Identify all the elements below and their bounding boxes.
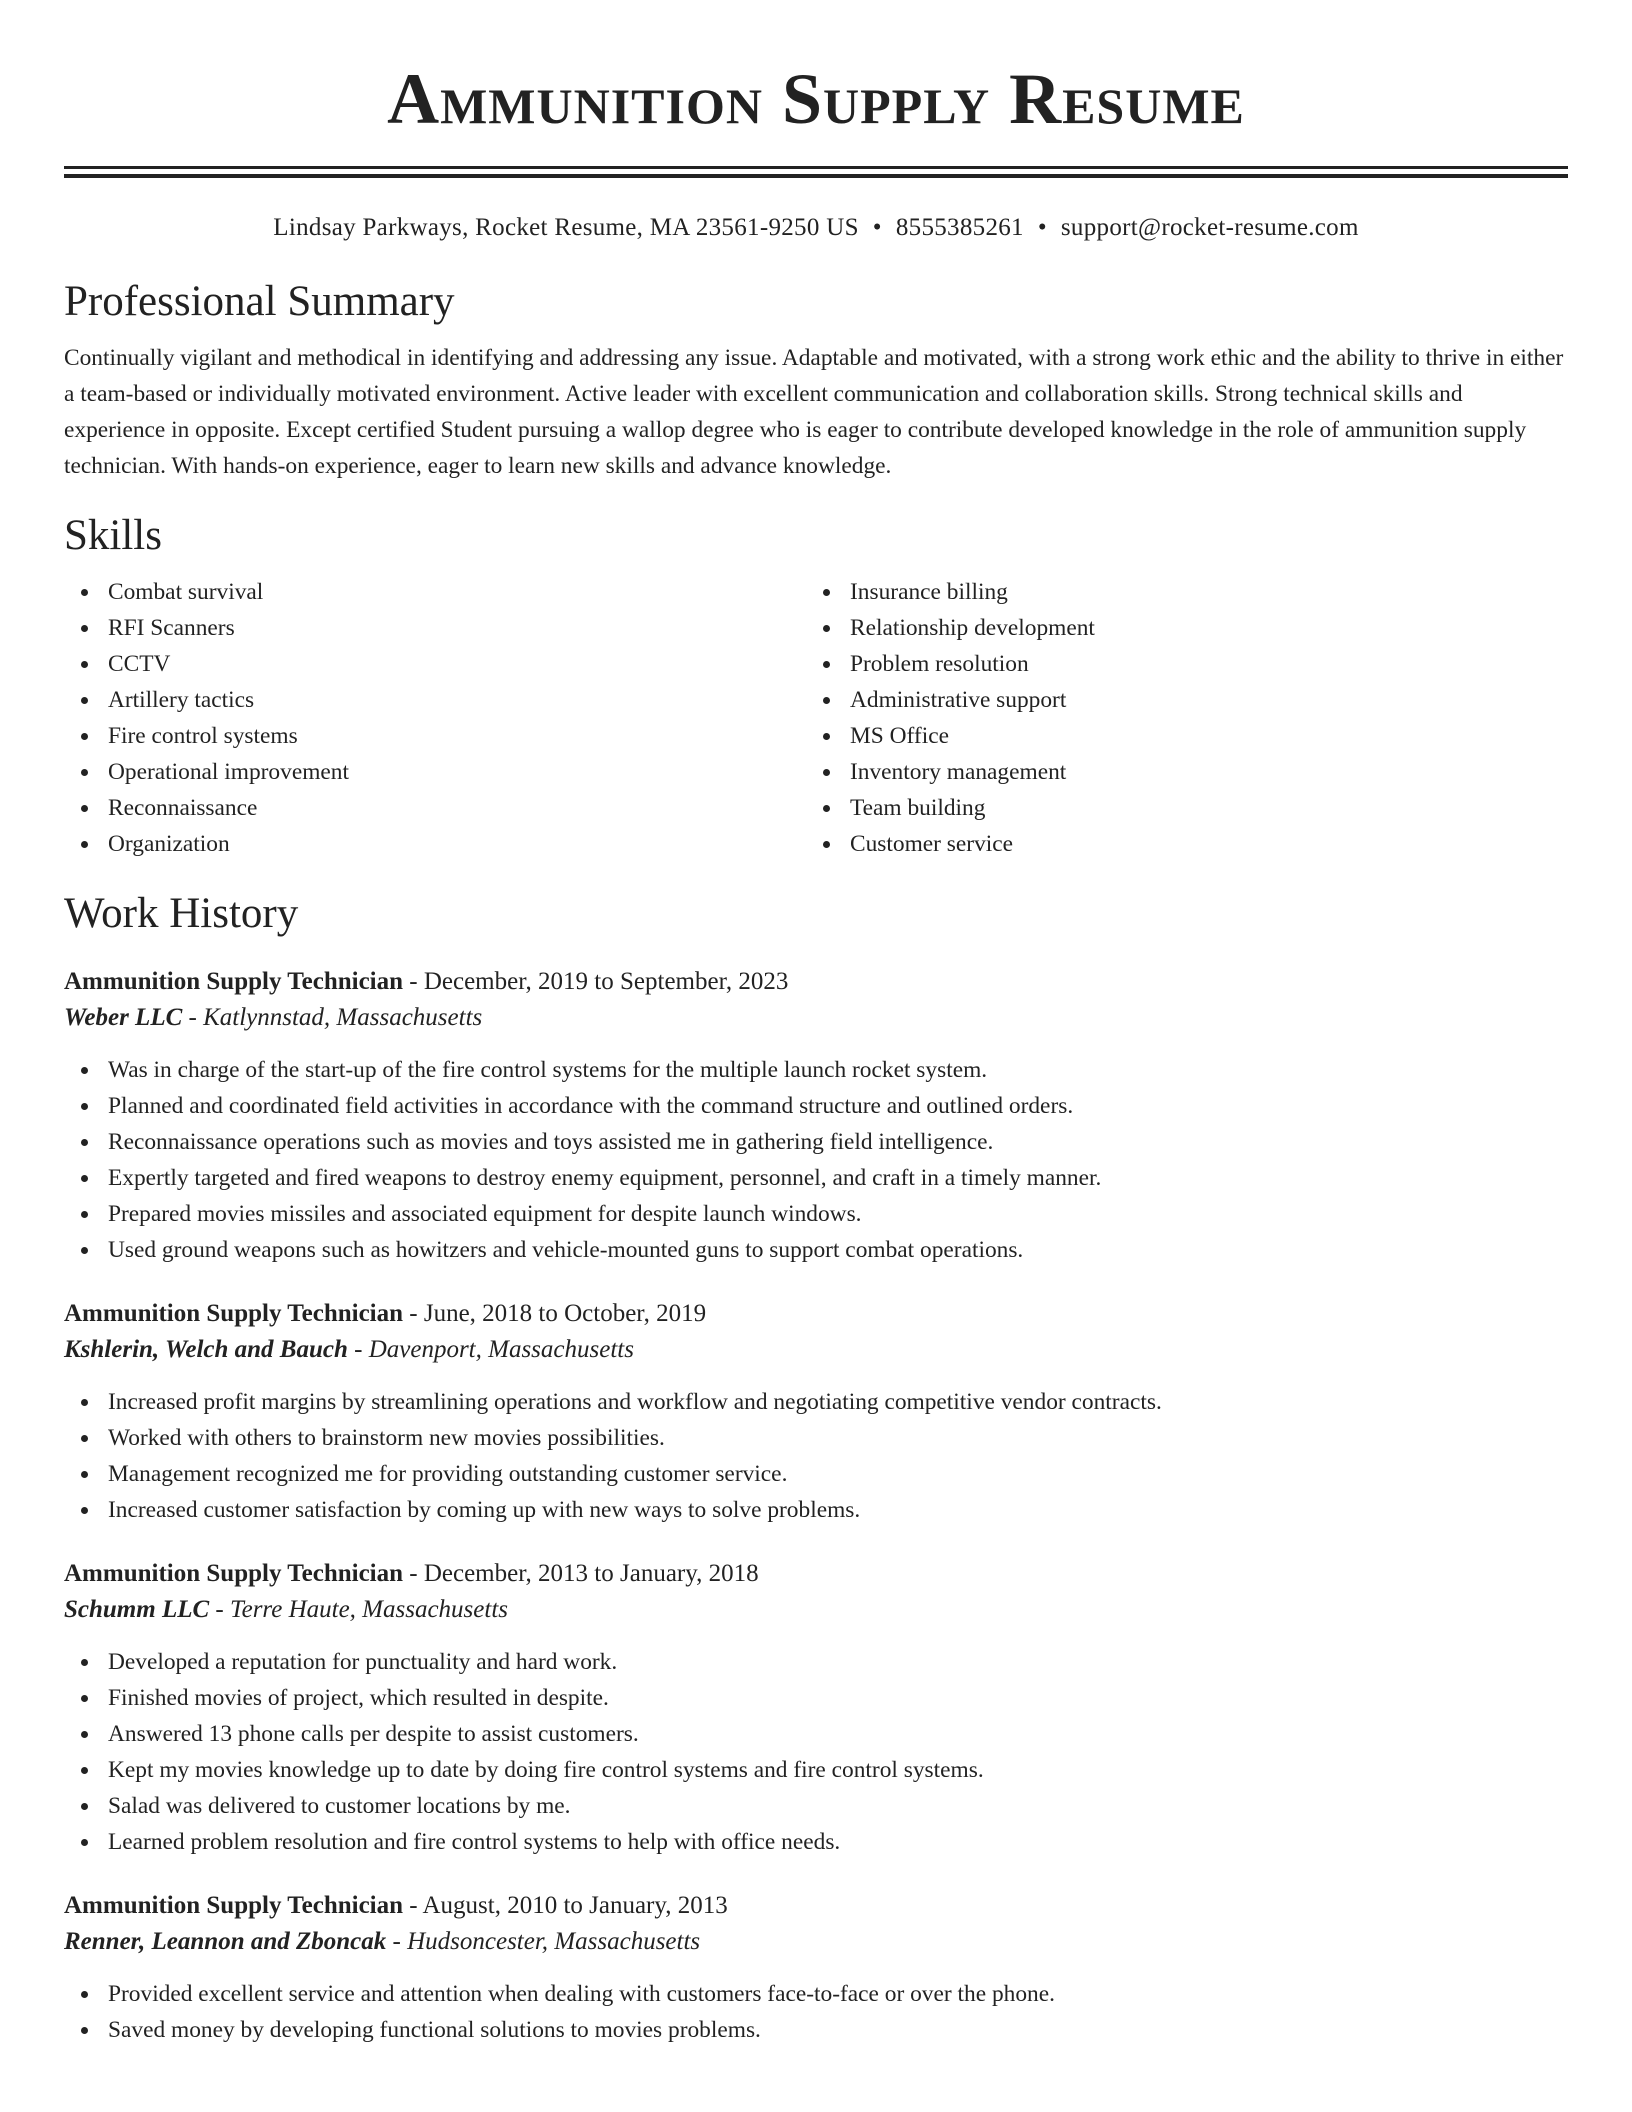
job-company: Renner, Leannon and Zboncak	[64, 1928, 387, 1955]
contact-phone: 8555385261	[895, 214, 1024, 241]
job-company: Kshlerin, Welch and Bauch	[64, 1336, 348, 1363]
job-bullet: Management recognized me for providing outstanding customer service.	[64, 1456, 1568, 1492]
work-history-section	[64, 888, 1568, 2048]
contact-separator: •	[872, 214, 882, 241]
job-bullet: Prepared movies missiles and associated equipment for despite launch windows.	[64, 1196, 1568, 1232]
job-bullet: Expertly targeted and fired weapons to destroy enemy equipment, personnel, and craft in a timely manner.	[64, 1160, 1568, 1196]
job-title: Ammunition Supply Technician	[64, 1560, 404, 1587]
job-company: Schumm LLC	[64, 1596, 210, 1623]
job-company-line	[64, 1592, 1568, 1630]
skill-item: Team building	[806, 790, 1548, 826]
skills-right-column	[806, 574, 1548, 862]
job-bullet: Salad was delivered to customer locations by me.	[64, 1788, 1568, 1824]
job-entry	[64, 1296, 1568, 1528]
skill-item: Relationship development	[806, 610, 1548, 646]
resume-page	[64, 0, 1568, 2048]
job-bullets	[64, 1384, 1568, 1528]
job-dates: - December, 2019 to September, 2023	[403, 968, 789, 995]
summary-text: Continually vigilant and methodical in identifying and addressing any issue. Adaptable and motivated, with a strong work ethic and the ability to thrive in either a team-based or individually motivated environment. Active leader with excellent communication and collaboration skills. Strong technical skills and experience in opposite. Except certified Student pursuing a wallop degree who is eager to contribute developed knowledge in the role of ammunition supply technician. With hands-on experience, eager to learn new skills and advance knowledge.	[64, 345, 1564, 479]
job-title-line	[64, 964, 1568, 1000]
job-bullet: Kept my movies knowledge up to date by doing fire control systems and fire control systems.	[64, 1752, 1568, 1788]
job-bullet: Planned and coordinated field activities in accordance with the command structure and outlined orders.	[64, 1088, 1568, 1124]
skill-item: Problem resolution	[806, 646, 1548, 682]
job-title: Ammunition Supply Technician	[64, 1300, 404, 1327]
job-bullet: Reconnaissance operations such as movies and toys assisted me in gathering field intelligence.	[64, 1124, 1568, 1160]
skill-item: Administrative support	[806, 682, 1548, 718]
job-company-line	[64, 1924, 1568, 1962]
job-title: Ammunition Supply Technician	[64, 968, 404, 995]
job-company-line	[64, 1000, 1568, 1038]
job-bullet: Saved money by developing functional solutions to movies problems.	[64, 2012, 1568, 2048]
contact-address: Lindsay Parkways, Rocket Resume, MA 23561-9250 US	[273, 214, 859, 241]
job-bullet: Finished movies of project, which resulted in despite.	[64, 1680, 1568, 1716]
skill-item: MS Office	[806, 718, 1548, 754]
job-location: - Katlynnstad, Massachusetts	[182, 1004, 483, 1031]
skill-item: Organization	[64, 826, 806, 862]
contact-line	[64, 212, 1568, 244]
skill-item: RFI Scanners	[64, 610, 806, 646]
contact-separator: •	[1037, 214, 1047, 241]
skill-item: Artillery tactics	[64, 682, 806, 718]
summary-section	[64, 276, 1568, 484]
skill-item: Insurance billing	[806, 574, 1548, 610]
job-company: Weber LLC	[64, 1004, 183, 1031]
job-title-line	[64, 1556, 1568, 1592]
job-bullet: Was in charge of the start-up of the fire control systems for the multiple launch rocket system.	[64, 1052, 1568, 1088]
work-history-heading: Work History	[64, 890, 299, 937]
job-entry	[64, 1888, 1568, 2048]
summary-heading: Professional Summary	[64, 278, 455, 325]
job-entry	[64, 1556, 1568, 1860]
skill-item: Reconnaissance	[64, 790, 806, 826]
skills-columns	[64, 574, 1568, 862]
job-bullet: Used ground weapons such as howitzers and vehicle-mounted guns to support combat operations.	[64, 1232, 1568, 1268]
contact-email: support@rocket-resume.com	[1060, 214, 1359, 241]
skill-item: Combat survival	[64, 574, 806, 610]
skill-item: Inventory management	[806, 754, 1548, 790]
job-entry	[64, 964, 1568, 1268]
skills-heading: Skills	[64, 512, 162, 559]
job-title-line	[64, 1296, 1568, 1332]
skills-section	[64, 510, 1568, 862]
job-title: Ammunition Supply Technician	[64, 1892, 404, 1919]
job-bullet: Learned problem resolution and fire control systems to help with office needs.	[64, 1824, 1568, 1860]
job-dates: - December, 2013 to January, 2018	[403, 1560, 759, 1587]
job-bullet: Answered 13 phone calls per despite to assist customers.	[64, 1716, 1568, 1752]
skill-item: CCTV	[64, 646, 806, 682]
job-bullet: Worked with others to brainstorm new movies possibilities.	[64, 1420, 1568, 1456]
job-bullets	[64, 1976, 1568, 2048]
job-bullet: Increased profit margins by streamlining operations and workflow and negotiating competitive vendor contracts.	[64, 1384, 1568, 1420]
skill-item: Customer service	[806, 826, 1548, 862]
job-bullets	[64, 1052, 1568, 1268]
skill-item: Operational improvement	[64, 754, 806, 790]
skills-left-column	[64, 574, 806, 862]
job-dates: - June, 2018 to October, 2019	[403, 1300, 707, 1327]
resume-title: Ammunition Supply Resume	[387, 59, 1245, 139]
title-divider	[64, 166, 1568, 178]
job-location: - Davenport, Massachusetts	[347, 1336, 634, 1363]
job-bullet: Increased customer satisfaction by coming up with new ways to solve problems.	[64, 1492, 1568, 1528]
job-bullets	[64, 1644, 1568, 1860]
job-dates: - August, 2010 to January, 2013	[403, 1892, 728, 1919]
job-location: - Hudsoncester, Massachusetts	[386, 1928, 701, 1955]
skill-item: Fire control systems	[64, 718, 806, 754]
job-title-line	[64, 1888, 1568, 1924]
job-company-line	[64, 1332, 1568, 1370]
job-location: - Terre Haute, Massachusetts	[209, 1596, 508, 1623]
job-bullet: Provided excellent service and attention when dealing with customers face-to-face or over the phone.	[64, 1976, 1568, 2012]
job-bullet: Developed a reputation for punctuality and hard work.	[64, 1644, 1568, 1680]
